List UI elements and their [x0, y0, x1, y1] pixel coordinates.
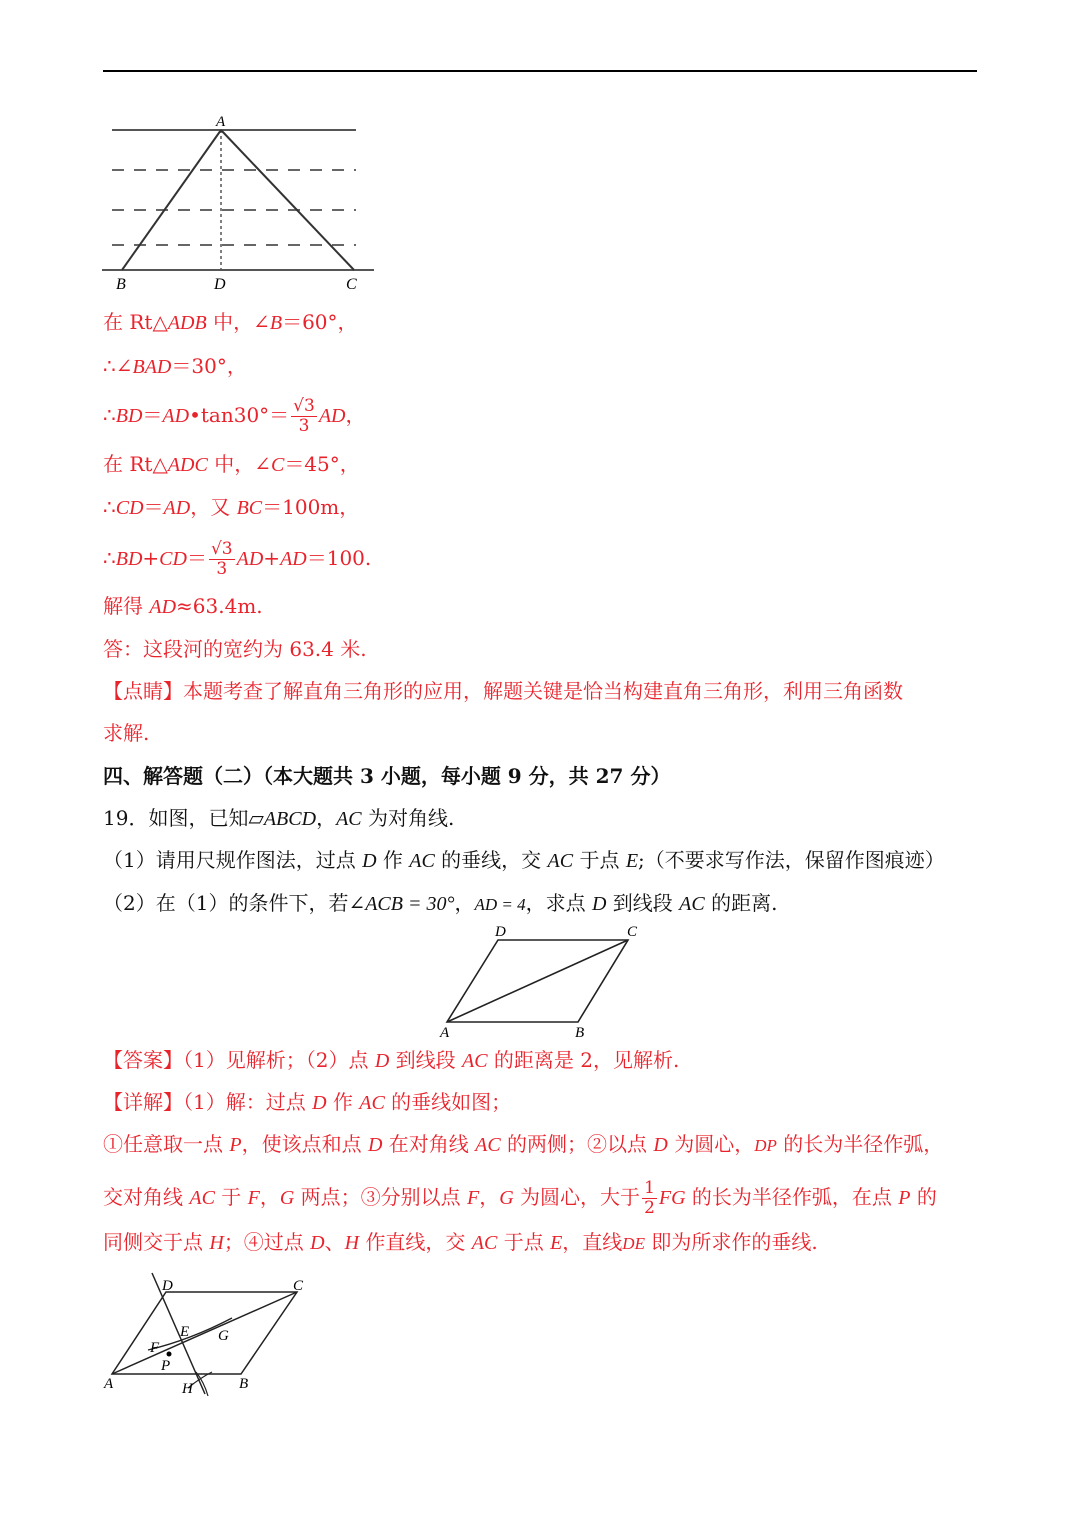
solution-line-2: ∴∠BAD＝30°，: [103, 354, 247, 378]
fraction-sqrt3-over-3: $\frac{√3}{3}$: [210, 539, 233, 579]
label-a: A: [216, 114, 226, 130]
solution-line-4: 在 Rt△ADC 中，∠C＝45°，: [103, 452, 360, 476]
label-a: A: [440, 1025, 450, 1041]
label-a: A: [104, 1376, 114, 1392]
solution-line-5: ∴CD＝AD，又 BC＝100m，: [103, 495, 360, 519]
label-c: C: [346, 276, 357, 293]
label-c: C: [293, 1278, 304, 1294]
solution-line-3: ∴BD＝AD•tan30°＝ $\frac{√3}{3}$ AD，: [103, 396, 366, 436]
answer-line: 【答案】（1）见解析；（2）点 D 到线段 AC 的距离是 2，见解析.: [103, 1048, 680, 1072]
section-heading: 四、解答题（二）（本大题共 3 小题，每小题 9 分，共 27 分）: [103, 764, 671, 788]
label-d: D: [214, 276, 226, 293]
label-e: E: [180, 1324, 190, 1340]
point-p: [167, 1352, 172, 1357]
solution-line-6: ∴BD+CD＝ $\frac{√3}{3}$ AD+AD＝100.: [103, 539, 372, 579]
fraction-sqrt3-over-3: $\frac{√3}{3}$: [293, 396, 315, 436]
perpendicular-dh: [152, 1273, 205, 1394]
river-triangle-figure: [100, 110, 380, 300]
problem-19-stem: 19．如图，已知▱ABCD，AC 为对角线.: [103, 806, 455, 830]
parallelogram-figure: [435, 920, 645, 1042]
label-b: B: [116, 276, 126, 293]
detail-line-2: ①任意取一点 P，使该点和点 D 在对角线 AC 的两侧；②以点 D 为圆心，DP 的长为半径作弧，: [103, 1132, 944, 1156]
label-d: D: [495, 924, 506, 940]
label-b: B: [575, 1025, 585, 1041]
side-ac: [221, 130, 354, 270]
key-point-line-1: 【点睛】本题考查了解直角三角形的应用，解题关键是恰当构建直角三角形，利用三角函数: [103, 679, 903, 703]
problem-19-part-1: （1）请用尺规作图法，过点 D 作 AC 的垂线，交 AC 于点 E;（不要求写作法，保留作图痕迹）: [103, 848, 945, 872]
problem-19-part-2: （2）在（1）的条件下，若∠ACB = 30°，AD = 4，求点 D 到线段 AC 的距离.: [103, 891, 778, 915]
key-point-line-2: 求解.: [103, 721, 150, 745]
detail-line-3: 交对角线 AC 于 F，G 两点；③分别以点 F，G 为圆心，大于 $\frac{1}{2}$ FG 的长为半径作弧，在点 P 的: [103, 1178, 937, 1218]
fraction-one-half: $\frac{1}{2}$: [644, 1178, 655, 1218]
diagonal-ac: [447, 940, 628, 1022]
solution-line-1: 在 Rt△ADB 中，∠B＝60°，: [103, 310, 358, 334]
solution-answer-line: 答：这段河的宽约为 63.4 米.: [103, 637, 367, 661]
solution-line-7: 解得 AD≈63.4m.: [103, 594, 263, 618]
label-b: B: [239, 1376, 249, 1392]
label-g: G: [218, 1328, 229, 1344]
side-ab: [122, 130, 221, 270]
label-c: C: [627, 924, 638, 940]
detail-line-4: 同侧交于点 H；④过点 D、H 作直线，交 AC 于点 E，直线DE 即为所求作的垂线.: [103, 1230, 818, 1254]
label-p: P: [161, 1358, 171, 1374]
label-f: F: [150, 1340, 160, 1356]
header-rule: [103, 70, 977, 72]
label-h: H: [182, 1381, 193, 1397]
detail-line-1: 【详解】（1）解：过点 D 作 AC 的垂线如图；: [103, 1090, 512, 1114]
construction-figure: [100, 1268, 315, 1402]
label-d: D: [162, 1278, 173, 1294]
